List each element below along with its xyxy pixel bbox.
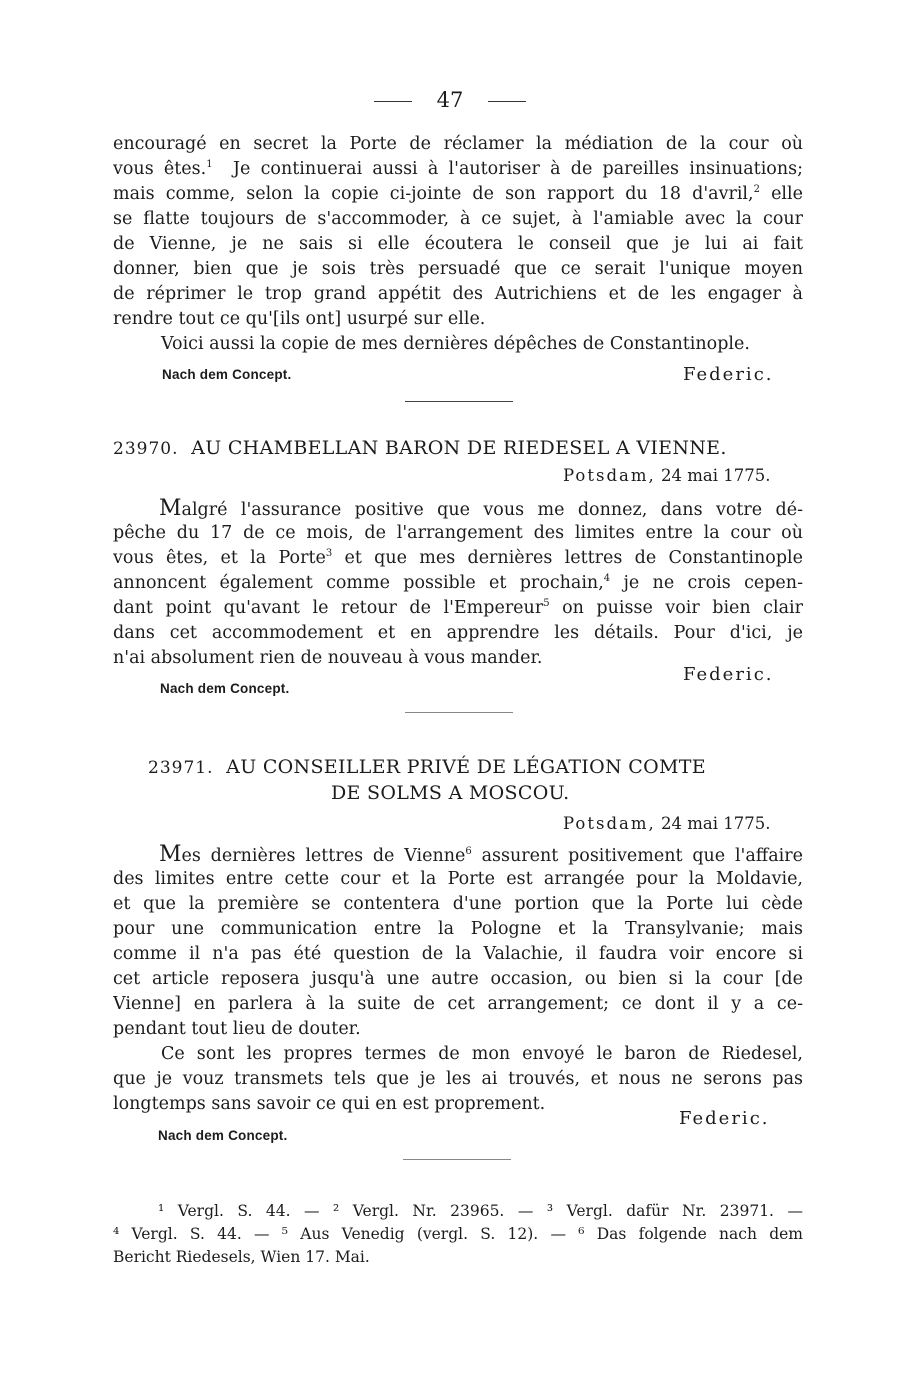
text-line: pour une communication entre la Pologne et la Transylvanie; mais [113, 919, 803, 939]
section-divider [405, 401, 513, 402]
letter-number: 23970. [113, 439, 179, 459]
footnotes [113, 1200, 803, 1269]
header-rule-right [488, 101, 526, 102]
text-line: Mes dernières lettres de Vienne$^6$ assurent positivement que l'affaire [159, 842, 803, 867]
source-note: Nach dem Concept. [162, 367, 292, 382]
letter-body [113, 496, 803, 671]
text-line: mais comme, selon la copie ci-jointe de son rapport du 18 d'avril,$^2$ elle [113, 184, 803, 204]
text-line: dans cet accommodement et en apprendre les détails. Pour d'ici, je [113, 623, 803, 643]
footnote-ref: 6 [465, 846, 472, 858]
text-line: dant point qu'avant le retour de l'Empereur$^5$ on puisse voir bien clair [113, 598, 803, 618]
letter-date [563, 814, 771, 833]
date-value: 24 mai 1775. [661, 814, 771, 833]
footnote-ref: 1 [206, 159, 213, 171]
text-line: des limites entre cette cour et la Porte est arrangée pour la Moldavie, [113, 869, 803, 889]
footnote-ref: 5 [543, 598, 550, 610]
source-note: Nach dem Concept. [160, 681, 290, 696]
letter-heading [148, 756, 706, 778]
footnote-line: ⁴ Vergl. S. 44. — ⁵ Aus Venedig (vergl. S. 12). — ⁶ Das folgende nach dem [113, 1225, 803, 1243]
letter-title: AU CONSEILLER PRIVÉ DE LÉGATION COMTE [226, 756, 706, 778]
page-number: 47 [436, 88, 464, 112]
date-place: Potsdam, [563, 814, 656, 833]
footnote-line: Bericht Riedesels, Wien 17. Mai. [113, 1248, 370, 1266]
text-line: cet article reposera jusqu'à une autre occasion, ou bien si la cour [de [113, 969, 803, 989]
text-line: pendant tout lieu de douter. [113, 1019, 361, 1039]
letter-title-continued: DE SOLMS A MOSCOU. [331, 782, 570, 804]
text-line: annoncent également comme possible et prochain,$^4$ je ne crois cepen- [113, 573, 803, 593]
text-line: vous êtes, et la Porte$^3$ et que mes dernières lettres de Constantinople [113, 548, 803, 568]
section-divider [405, 712, 513, 713]
page-header [0, 88, 900, 112]
letter-body [113, 842, 803, 1117]
text-line: rendre tout ce qu'[ils ont] usurpé sur elle. [113, 309, 486, 329]
signature: Federic. [683, 664, 774, 685]
source-note: Nach dem Concept. [158, 1128, 288, 1143]
letter-number: 23971. [148, 758, 214, 778]
letter-title: AU CHAMBELLAN BARON DE RIEDESEL A VIENNE. [191, 437, 727, 459]
text-line: que je vouz transmets tels que je les ai trouvés, et nous ne serons pas [113, 1069, 803, 1089]
text-line: comme il n'a pas été question de la Valachie, il faudra voir encore si [113, 944, 803, 964]
footnote-ref: 4 [603, 573, 611, 585]
text-line: de réprimer le trop grand appétit des Autrichiens et de les engager à [113, 284, 803, 304]
text-line: longtemps sans savoir ce qui en est proprement. [113, 1094, 546, 1114]
text-line: Vienne] en parlera à la suite de cet arrangement; ce dont il y a ce- [113, 994, 803, 1014]
footnote-line: ¹ Vergl. S. 44. — ² Vergl. Nr. 23965. — ³ Vergl. dafür Nr. 23971. — [158, 1202, 803, 1220]
text-line: n'ai absolument rien de nouveau à vous mander. [113, 648, 543, 668]
text-line: donner, bien que je sois très persuadé que ce serait l'unique moyen [113, 259, 803, 279]
date-value: 24 mai 1775. [661, 466, 771, 485]
date-place: Potsdam, [563, 466, 656, 485]
section-divider [403, 1159, 511, 1160]
footnote-ref: 2 [753, 184, 760, 196]
text-line: et que la première se contentera d'une portion que la Porte lui cède [113, 894, 803, 914]
text-line: se flatte toujours de s'accommoder, à ce sujet, à l'amiable avec la cour [113, 209, 803, 229]
signature: Federic. [679, 1108, 770, 1129]
footnote-ref: 3 [325, 548, 333, 560]
text-line: pêche du 17 de ce mois, de l'arrangement des limites entre la cour où [113, 523, 803, 543]
signature: Federic. [683, 364, 774, 385]
letter-heading [113, 437, 727, 459]
top-paragraph [113, 132, 803, 357]
header-rule-left [374, 101, 412, 102]
text-line: Malgré l'assurance positive que vous me donnez, dans votre dé- [159, 496, 803, 521]
letter-date [563, 466, 771, 485]
text-line: de Vienne, je ne sais si elle écoutera le conseil que je lui ai fait [113, 234, 803, 254]
text-line: Ce sont les propres termes de mon envoyé le baron de Riedesel, [161, 1044, 803, 1064]
text-line: Voici aussi la copie de mes dernières dépêches de Constantinople. [161, 334, 750, 354]
text-line: encouragé en secret la Porte de réclamer la médiation de la cour où [113, 134, 803, 154]
text-line: vous êtes.$^1$ Je continuerai aussi à l'autoriser à de pareilles insinuations; [113, 159, 803, 179]
